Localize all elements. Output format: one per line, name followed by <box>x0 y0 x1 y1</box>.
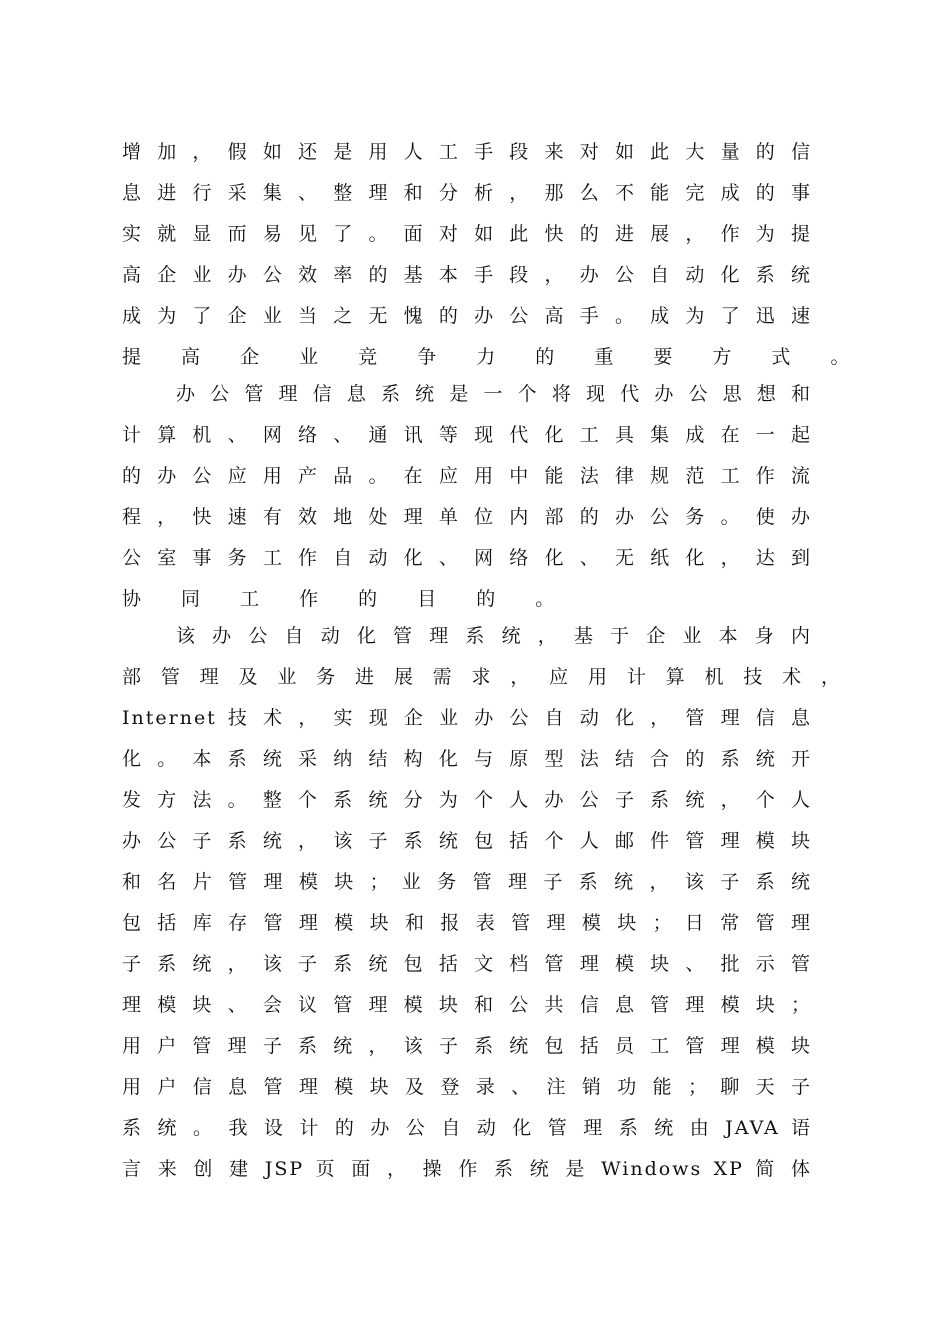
text-line: 实 就 显 而 易 见 了 。 面 对 如 此 快 的 进 展 ， 作 为 提 <box>122 223 812 245</box>
text-line: 该 办 公 自 动 化 管 理 系 统 ， 基 于 企 业 本 身 内 <box>176 625 812 647</box>
text-line: 用 户 信 息 管 理 模 块 及 登 录 、 注 销 功 能 ； 聊 天 子 <box>122 1076 812 1098</box>
text-line: 系 统 。 我 设 计 的 办 公 自 动 化 管 理 系 统 由 JAVA 语 <box>122 1117 812 1139</box>
text-line: 息 进 行 采 集 、 整 理 和 分 析 ， 那 么 不 能 完 成 的 事 <box>122 182 812 204</box>
text-line: 发 方 法 。 整 个 系 统 分 为 个 人 办 公 子 系 统 ， 个 人 <box>122 789 812 811</box>
text-line: 化 。 本 系 统 采 纳 结 构 化 与 原 型 法 结 合 的 系 统 开 <box>122 748 812 770</box>
text-line: 办 公 子 系 统 ， 该 子 系 统 包 括 个 人 邮 件 管 理 模 块 <box>122 830 812 852</box>
text-line: 言 来 创 建 JSP 页 面 ， 操 作 系 统 是 Windows XP 简 体 <box>122 1158 812 1180</box>
text-line: 增 加 ， 假 如 还 是 用 人 工 手 段 来 对 如 此 大 量 的 信 <box>122 141 812 163</box>
text-line: 成 为 了 企 业 当 之 无 愧 的 办 公 高 手 。 成 为 了 迅 速 <box>122 305 812 327</box>
text-line: 计 算 机 、 网 络 、 通 讯 等 现 代 化 工 具 集 成 在 一 起 <box>122 424 812 446</box>
text-line: 程 ， 快 速 有 效 地 处 理 单 位 内 部 的 办 公 务 。 使 办 <box>122 506 812 528</box>
text-line: 用 户 管 理 子 系 统 ， 该 子 系 统 包 括 员 工 管 理 模 块 <box>122 1035 812 1057</box>
text-line: 高 企 业 办 公 效 率 的 基 本 手 段 ， 办 公 自 动 化 系 统 <box>122 264 812 286</box>
text-line: 子 系 统 ， 该 子 系 统 包 括 文 档 管 理 模 块 、 批 示 管 <box>122 953 812 975</box>
text-line: 的 办 公 应 用 产 品 。 在 应 用 中 能 法 律 规 范 工 作 流 <box>122 465 812 487</box>
text-line: 公 室 事 务 工 作 自 动 化 、 网 络 化 、 无 纸 化 ， 达 到 <box>122 547 812 569</box>
text-line: 提 高 企 业 竞 争 力 的 重 要 方 式 。 <box>122 346 867 368</box>
text-line: Internet 技 术 ， 实 现 企 业 办 公 自 动 化 ， 管 理 信 息 <box>122 707 812 729</box>
text-line: 包 括 库 存 管 理 模 块 和 报 表 管 理 模 块 ； 日 常 管 理 <box>122 912 812 934</box>
text-line: 部 管 理 及 业 务 进 展 需 求 ， 应 用 计 算 机 技 术 ， <box>122 666 842 688</box>
text-line: 和 名 片 管 理 模 块 ； 业 务 管 理 子 系 统 ， 该 子 系 统 <box>122 871 812 893</box>
text-line: 办 公 管 理 信 息 系 统 是 一 个 将 现 代 办 公 思 想 和 <box>176 383 812 405</box>
text-line: 理 模 块 、 会 议 管 理 模 块 和 公 共 信 息 管 理 模 块 ； <box>122 994 812 1016</box>
text-line: 协 同 工 作 的 目 的 。 <box>122 588 572 610</box>
